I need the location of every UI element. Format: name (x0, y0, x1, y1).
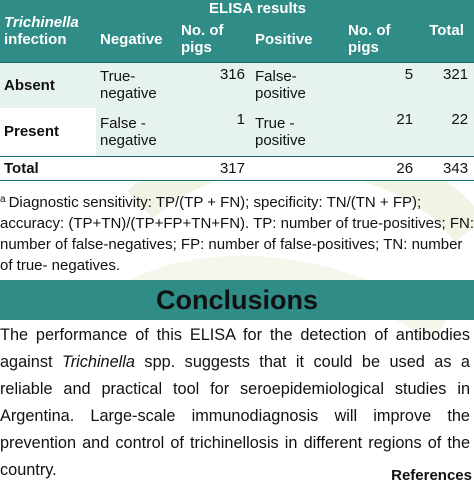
negative-type-line1: False - (100, 114, 146, 132)
table-row-absent (0, 62, 474, 108)
header-infection-line2: infection (4, 30, 67, 48)
conclusions-paragraph (0, 322, 470, 484)
negative-type-line2: negative (100, 85, 157, 103)
row-label: Present (4, 123, 60, 141)
header-no-of-pigs-1: No. of pigs (177, 17, 251, 62)
positive-type (251, 62, 344, 108)
positive-type-line2: positive (255, 85, 306, 103)
header-infection (0, 0, 96, 62)
header-infection-line1: Trichinella (4, 13, 79, 31)
row-total: 343 (443, 159, 469, 177)
negative-type (96, 108, 177, 156)
negative-count: 316 (219, 65, 245, 83)
row-label: Absent (4, 76, 55, 94)
header-no-of-pigs-2: No. of pigs (344, 17, 419, 62)
negative-type-line1: True- (100, 68, 136, 86)
empty-cell (251, 156, 344, 180)
empty-cell (96, 156, 177, 180)
positive-type-line1: False- (255, 68, 297, 86)
positive-type-line1: True - (255, 114, 295, 132)
header-elisa-results: ELISA results (96, 0, 419, 17)
row-label: Total (4, 159, 39, 177)
conclusions-text-part1: The performance of this ELISA for the detection of antibodies against (0, 326, 470, 371)
positive-type (251, 108, 344, 156)
negative-count: 317 (219, 159, 245, 177)
positive-type-line2: positive (255, 131, 306, 149)
conclusions-text-italic: Trichinella (61, 353, 135, 371)
negative-type (96, 62, 177, 108)
conclusions-header-bar (0, 280, 474, 320)
table-row-total (0, 156, 474, 180)
header-total: Total (419, 0, 474, 62)
footnote-text: Diagnostic sensitivity: TP/(TP + FN); specificity: TN/(TN + FP); accuracy: (TP+TN)/(TP+FP+TN+FN). TP: number of true-positives; FN: number of false-negatives; FP: number of false-positives; TN: number of true- negatives. (0, 194, 474, 274)
references-heading: References (391, 467, 472, 484)
positive-count: 5 (404, 65, 414, 83)
header-positive: Positive (251, 17, 344, 62)
negative-type-line2: negative (100, 131, 157, 149)
elisa-results-table (0, 0, 474, 181)
conclusions-text-part2: spp. suggests that it could be used as a reliable and practical tool for seroepidemiological studies in Argentina. Large-scale immunodiagnosis will improve the prevention and control of trichinellosis in different regions of the country. (0, 353, 470, 479)
row-total: 22 (419, 108, 474, 156)
footnote-marker: a (0, 194, 6, 205)
row-total: 321 (443, 65, 469, 83)
table-footnote (0, 189, 474, 276)
positive-count: 26 (396, 159, 414, 177)
conclusions-heading: Conclusions (155, 284, 318, 315)
header-negative: Negative (96, 17, 177, 62)
negative-count: 1 (177, 108, 251, 156)
positive-count: 21 (344, 108, 419, 156)
table-row-present (0, 108, 474, 156)
